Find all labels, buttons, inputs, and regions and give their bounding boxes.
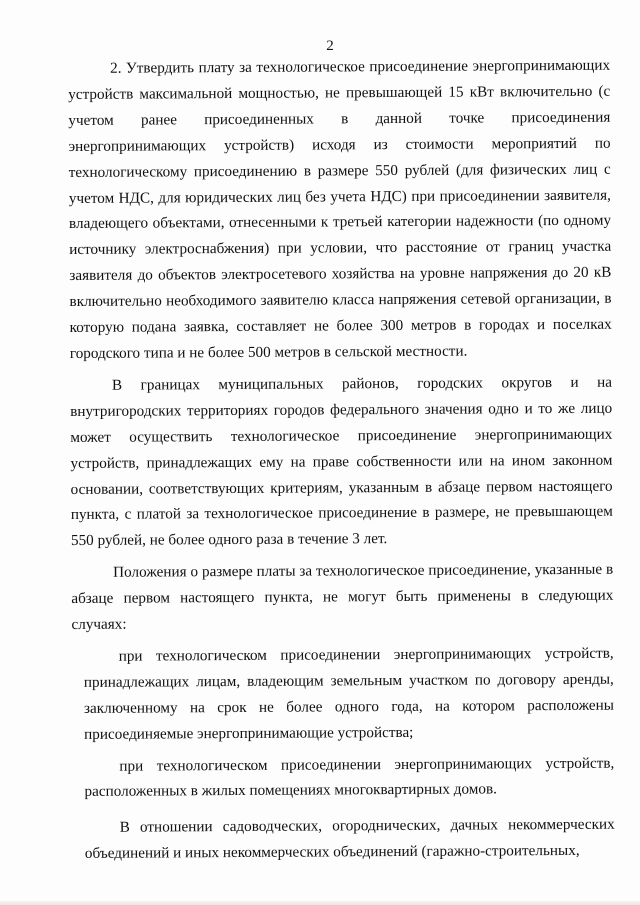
paragraph-exception-apartments: при технологическом присоединении энергопринимающих устройств, расположенных в жилых помещениях многоквартирных домов. xyxy=(84,754,615,801)
paragraph-item-2-fee: 2. Утвердить плату за технологическое присоединение энергопринимающих устройств максимальной мощностью, не превышающей 15 кВт включительно (с учетом ранее присоединенных в данной точке присоединения энергопринимающих устройств) исходя из стоимости мероприятий по технологическому присоединению в размере 550 рублей (для физических лиц с учетом НДС, для юридических лиц без учета НДС) при присоединении заявителя, владеющего объектами, отнесенными к третьей категории надежности (по одному источнику электроснабжения) при условии, что расстояние от границ участка заявителя до объектов электросетевого хозяйства на уровне напряжения до 20 кВ включительно необходимого заявителю класса напряжения сетевой организации, в которую подана заявка, составляет не более 300 метров в городах и поселках городского типа и не более 500 метров в сельской местности. xyxy=(68,56,612,362)
page-number: 2 xyxy=(326,38,334,54)
paragraph-nonprofit-associations: В отношении садоводческих, огороднических, дачных некоммерческих объединений и иных некоммерческих объединений (гаражно-строительных, xyxy=(84,816,615,863)
scan-bottom-edge xyxy=(0,901,640,905)
paragraph-exception-lease: при технологическом присоединении энергопринимающих устройств, принадлежащих лицам, владеющим земельным участком по договору аренды, заключенному на срок не более одного года, на котором расположены присоединяемые энергопринимающие устройства; xyxy=(83,644,615,743)
document-body xyxy=(68,53,615,867)
paragraph-exceptions-intro: Положения о размере платы за технологическое присоединение, указанные в абзаце первом настоящего пункта, не могут быть применены в следующих случаях: xyxy=(71,560,614,634)
paragraph-once-per-3-years: В границах муниципальных районов, городских округов и на внутригородских территориях городов федерального значения одно и то же лицо может осуществить технологическое присоединение энергопринимающих устройств, принадлежащих ему на праве собственности или на ином законном основании, соответствующих критериям, указанным в абзаце первом настоящего пункта, с платой за технологическое присоединение в размере, не превышающем 550 рублей, не более одного раза в течение 3 лет. xyxy=(70,373,613,550)
